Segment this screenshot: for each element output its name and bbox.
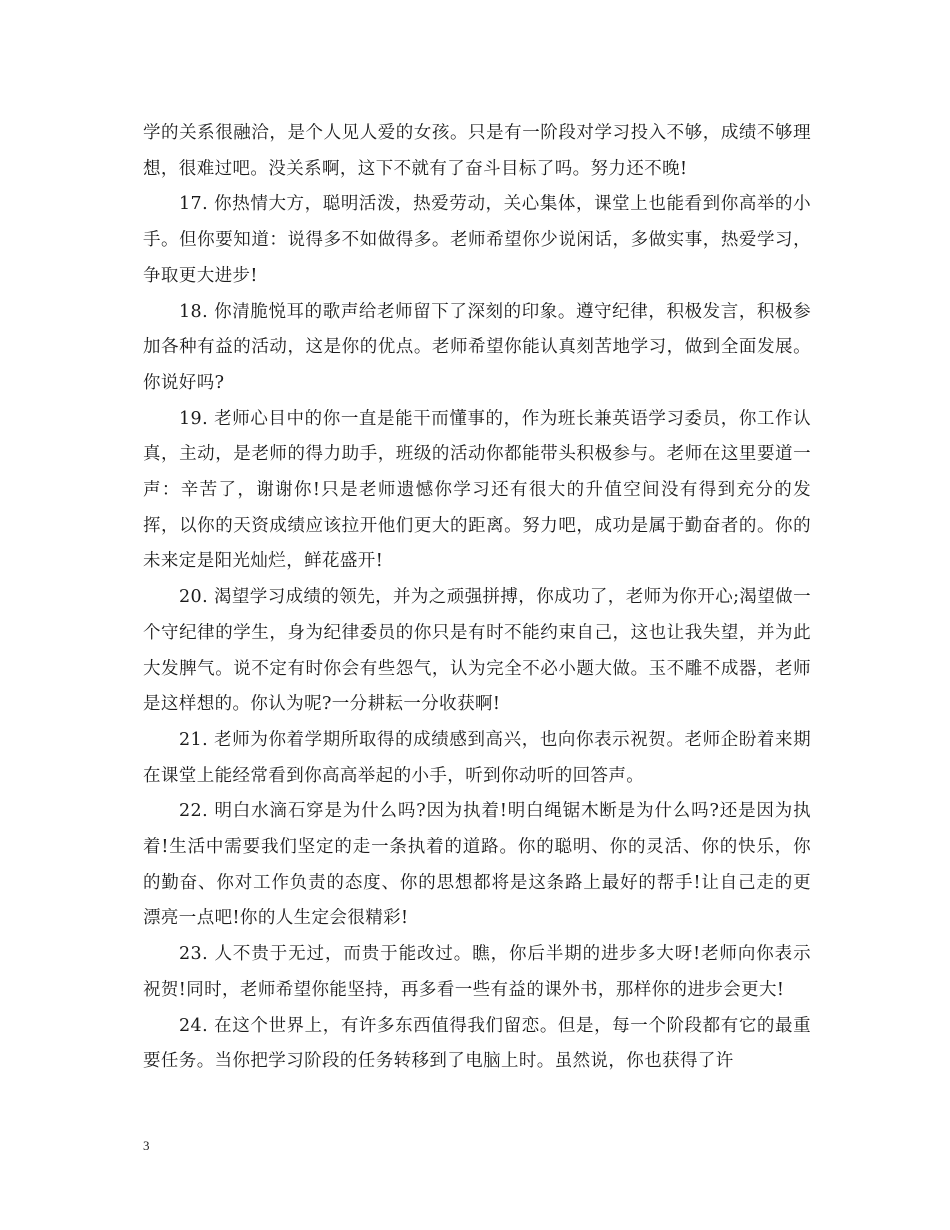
paragraph-1: 学的关系很融洽，是个人见人爱的女孩。只是有一阶段对学习投入不够，成绩不够理想，很难过吧。没关系啊，这下不就有了奋斗目标了吗。努力还不晚!: [143, 123, 811, 179]
paragraph-23: 23. 人不贵于无过，而贵于能改过。瞧，你后半期的进步多大呀!老师向你表示祝贺!同时，老师希望你能坚持，再多看一些有益的课外书，那样你的进步会更大!: [143, 944, 811, 1000]
paragraph-20: 20. 渴望学习成绩的领先，并为之顽强拼搏，你成功了，老师为你开心;渴望做一个守纪律的学生，身为纪律委员的你只是有时不能约束自己，这也让我失望，并为此大发脾气。说不定有时你会有些怨气，认为完全不必小题大做。玉不雕不成器，老师是这样想的。你认为呢?一分耕耘一分收获啊!: [143, 587, 811, 715]
paragraph-24: 24. 在这个世界上，有许多东西值得我们留恋。但是，每一个阶段都有它的最重要任务。当你把学习阶段的任务转移到了电脑上时。虽然说，你也获得了许: [143, 1015, 811, 1072]
paragraph-22: 22. 明白水滴石穿是为什么吗?因为执着!明白绳锯木断是为什么吗?还是因为执着!生活中需要我们坚定的走一条执着的道路。你的聪明、你的灵活、你的快乐，你的勤奋、你对工作负责的态度、你的思想都将是这条路上最好的帮手!让自己走的更漂亮一点吧!你的人生定会很精彩!: [143, 801, 811, 929]
paragraph-21: 21. 老师为你着学期所取得的成绩感到高兴，也向你表示祝贺。老师企盼着来期在课堂上能经常看到你高高举起的小手，听到你动听的回答声。: [143, 729, 811, 786]
paragraph-19: 19. 老师心目中的你一直是能干而懂事的，作为班长兼英语学习委员，你工作认真，主动，是老师的得力助手，班级的活动你都能带头积极参与。老师在这里要道一声：辛苦了，谢谢你!只是老师遗憾你学习还有很大的升值空间没有得到充分的发挥，以你的天资成绩应该拉开他们更大的距离。努力吧，成功是属于勤奋者的。你的未来定是阳光灿烂，鲜花盛开!: [143, 408, 811, 572]
paragraph-18: 18. 你清脆悦耳的歌声给老师留下了深刻的印象。遵守纪律，积极发言，积极参加各种有益的活动，这是你的优点。老师希望你能认真刻苦地学习，做到全面发展。你说好吗?: [143, 301, 811, 393]
document-body: [143, 116, 811, 1080]
paragraph-17: 17. 你热情大方，聪明活泼，热爱劳动，关心集体，课堂上也能看到你高举的小手。但你要知道：说得多不如做得多。老师希望你少说闲话，多做实事，热爱学习，争取更大进步!: [143, 194, 811, 286]
page-number: 3: [143, 1138, 150, 1153]
